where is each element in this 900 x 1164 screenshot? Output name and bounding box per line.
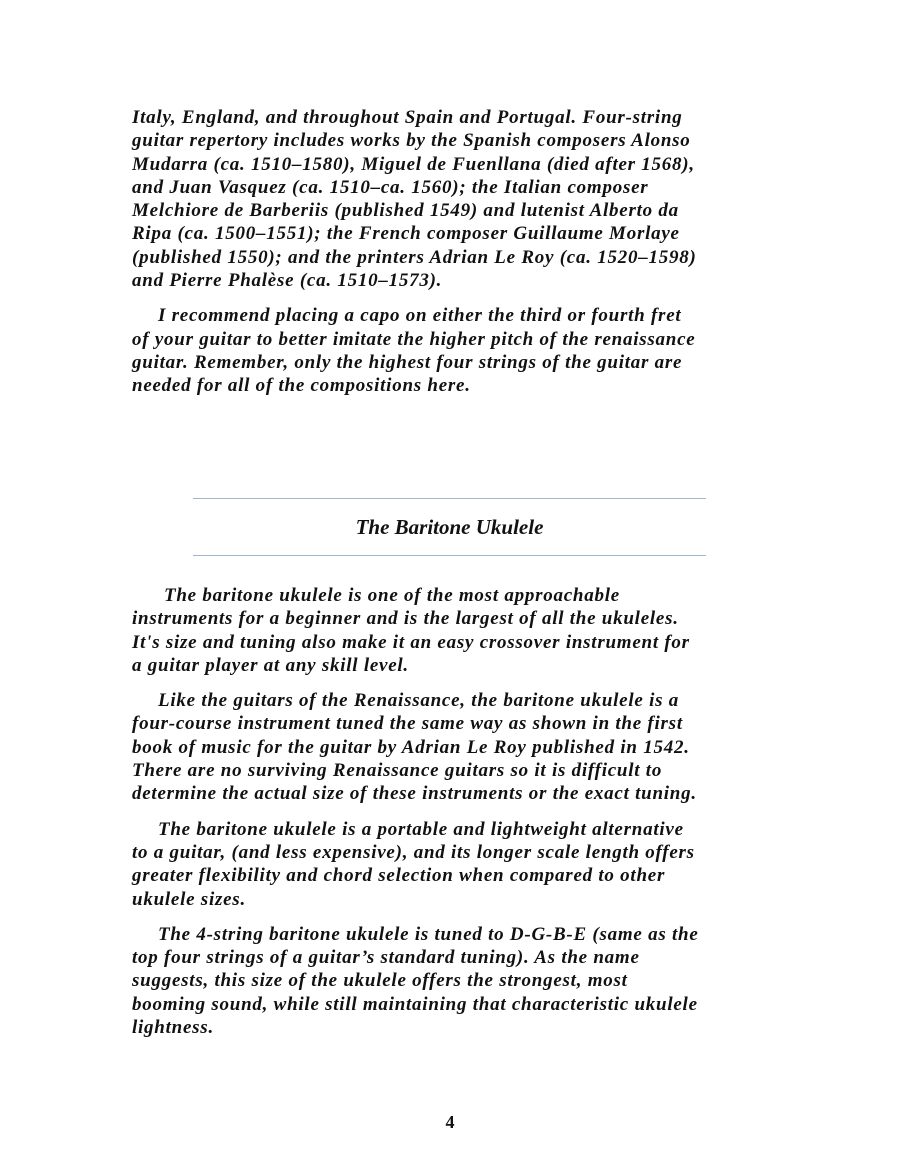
text-line: ukulele sizes.	[132, 888, 246, 910]
text-line: guitar. Remember, only the highest four strings of the guitar are	[132, 351, 683, 373]
text-line: determine the actual size of these instruments or the exact tuning.	[132, 783, 697, 805]
text-line: of your guitar to better imitate the higher pitch of the renaissance	[132, 328, 696, 350]
intro-paragraph-2	[132, 304, 772, 397]
text-line: and Pierre Phalèse (ca. 1510–1573).	[132, 270, 443, 292]
text-line: needed for all of the compositions here.	[132, 375, 471, 397]
text-line: suggests, this size of the ukulele offers the strongest, most	[132, 970, 628, 992]
heading-top-divider	[193, 498, 706, 499]
text-line: Melchiore de Barberiis (published 1549) and lutenist Alberto da	[132, 200, 679, 222]
body-paragraph-1	[132, 584, 772, 677]
text-line: Ripa (ca. 1500–1551); the French composer Guillaume Morlaye	[132, 223, 680, 245]
text-line: guitar repertory includes works by the Spanish composers Alonso	[132, 130, 691, 152]
body-paragraph-3	[132, 818, 772, 911]
text-line: four-course instrument tuned the same way as shown in the first	[132, 713, 683, 735]
section-heading: The Baritone Ukulele	[355, 515, 544, 539]
text-line: Like the guitars of the Renaissance, the baritone ukulele is a	[158, 690, 679, 712]
text-line: It's size and tuning also make it an easy crossover instrument for	[132, 631, 690, 653]
text-line: The 4-string baritone ukulele is tuned to D-G-B-E (same as the	[158, 923, 699, 945]
text-line: There are no surviving Renaissance guitars so it is difficult to	[132, 760, 663, 782]
intro-paragraph-1	[132, 106, 772, 292]
text-line: top four strings of a guitar’s standard tuning). As the name	[132, 947, 640, 969]
text-line: booming sound, while still maintaining that characteristic ukulele	[132, 993, 698, 1015]
text-line: Mudarra (ca. 1510–1580), Miguel de Fuenllana (died after 1568),	[132, 153, 695, 175]
page-number: 4	[445, 1112, 455, 1132]
text-line: book of music for the guitar by Adrian Le Roy published in 1542.	[132, 736, 690, 758]
text-line: instruments for a beginner and is the largest of all the ukuleles.	[132, 608, 679, 630]
text-line: greater flexibility and chord selection when compared to other	[132, 865, 666, 887]
baritone-ukulele-section	[132, 584, 772, 1051]
text-line: Italy, England, and throughout Spain and Portugal. Four-string	[132, 107, 683, 128]
body-paragraph-2	[132, 689, 772, 805]
heading-bottom-divider	[193, 555, 706, 556]
text-line: and Juan Vasquez (ca. 1510–ca. 1560); the Italian composer	[132, 176, 649, 198]
body-paragraph-4	[132, 923, 772, 1039]
text-line: to a guitar, (and less expensive), and its longer scale length offers	[132, 841, 695, 863]
text-line: I recommend placing a capo on either the third or fourth fret	[158, 305, 682, 327]
text-line: The baritone ukulele is one of the most approachable	[164, 585, 620, 606]
text-line: (published 1550); and the printers Adrian Le Roy (ca. 1520–1598)	[132, 246, 697, 268]
text-line: The baritone ukulele is a portable and lightweight alternative	[158, 818, 684, 840]
text-line: lightness.	[132, 1017, 214, 1039]
intro-section	[132, 106, 772, 410]
text-line: a guitar player at any skill level.	[132, 654, 409, 676]
